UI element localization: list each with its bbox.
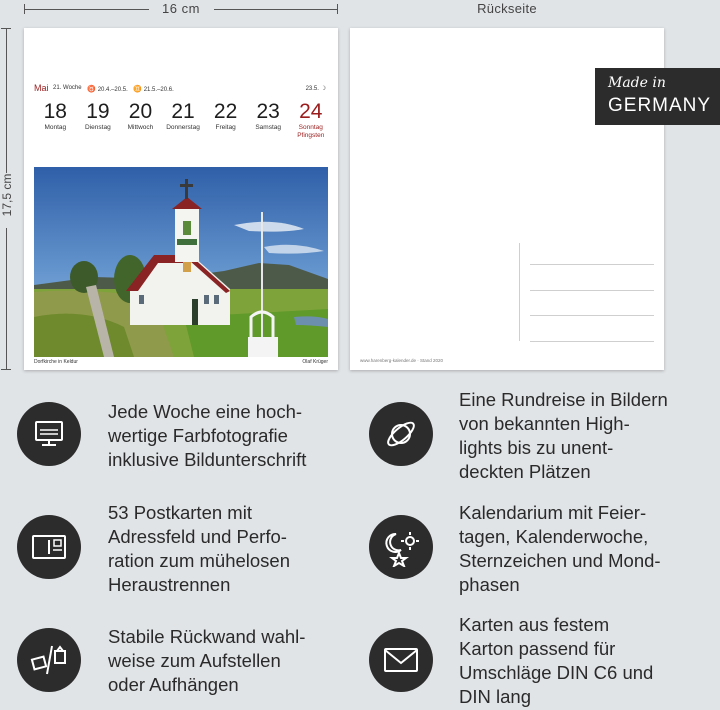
back-footer: www.harenberg-kalender.de · Stand 2020 (360, 358, 444, 363)
monitor-icon (17, 402, 81, 466)
moon-phase-icon: ☽ (320, 86, 326, 92)
calendar-header (34, 83, 328, 95)
day-thursday: 21 Donnerstag (166, 100, 200, 131)
zodiac-2-dates: 21.5.–20.6. (143, 87, 174, 93)
feature-1-text: Jede Woche eine hoch- wertige Farbfotografie inklusive Bildunterschrift (108, 401, 307, 470)
address-line (530, 315, 654, 316)
envelope-icon (369, 628, 433, 692)
back-side-label: Rückseite (477, 1, 537, 16)
postcard-icon (17, 515, 81, 579)
day-wednesday: 20 Mittwoch (127, 100, 154, 131)
height-label: 17,5 cm (0, 173, 14, 217)
feature-6-text: Karten aus festem Karton passend für Umschläge DIN C6 und DIN lang (459, 614, 654, 707)
moon-sun-star-icon (369, 515, 433, 579)
badge-made-in: Made in (608, 75, 666, 91)
taurus-icon: ♉ (87, 86, 96, 93)
moon-date: 23.5. (305, 86, 319, 92)
feature-5-text: Stabile Rückwand wahl- weise zum Aufstellen oder Aufhängen (108, 626, 306, 695)
travel-globe-icon (369, 402, 433, 466)
day-friday: 22 Freitag (213, 100, 238, 131)
church-photo (34, 167, 328, 357)
photo-credit: Olaf Krüger (302, 359, 328, 365)
width-label: 16 cm (162, 1, 200, 16)
feature-4-text: Kalendarium mit Feier- tagen, Kalenderwoche, Sternzeichen und Mond- phasen (459, 502, 661, 595)
address-line (530, 264, 654, 265)
day-saturday: 23 Samstag (255, 100, 281, 131)
day-sunday: 24 Sonntag Pfingsten (289, 100, 332, 144)
height-dimension (0, 28, 14, 370)
week-days (34, 100, 332, 144)
zodiac-1-dates: 20.4.–20.5. (97, 87, 128, 93)
address-line (530, 290, 654, 291)
feature-2-text: Eine Rundreise in Bildern von bekannten High- lights bis zu unent- deckten Plätzen (459, 389, 668, 482)
gemini-icon: ♊ (133, 86, 142, 93)
day-monday: 18 Montag (43, 100, 67, 131)
width-dimension (24, 0, 338, 18)
holiday-label: Pfingsten (297, 132, 325, 139)
divider-line (519, 243, 520, 341)
made-in-germany-badge (595, 68, 720, 125)
address-line (530, 341, 654, 342)
caption-text: Dorfkirche in Keldur (34, 359, 78, 365)
photo-caption (34, 359, 328, 365)
stand-icon (17, 628, 81, 692)
week-label: 21. Woche (53, 85, 82, 91)
month-label: Mai (34, 83, 49, 93)
feature-3-text: 53 Postkarten mit Adressfeld und Perfo- ration zum mühelosen Heraustrennen (108, 502, 291, 595)
badge-country: GERMANY (608, 95, 712, 116)
postcard-front (24, 28, 338, 370)
day-tuesday: 19 Dienstag (85, 100, 111, 131)
